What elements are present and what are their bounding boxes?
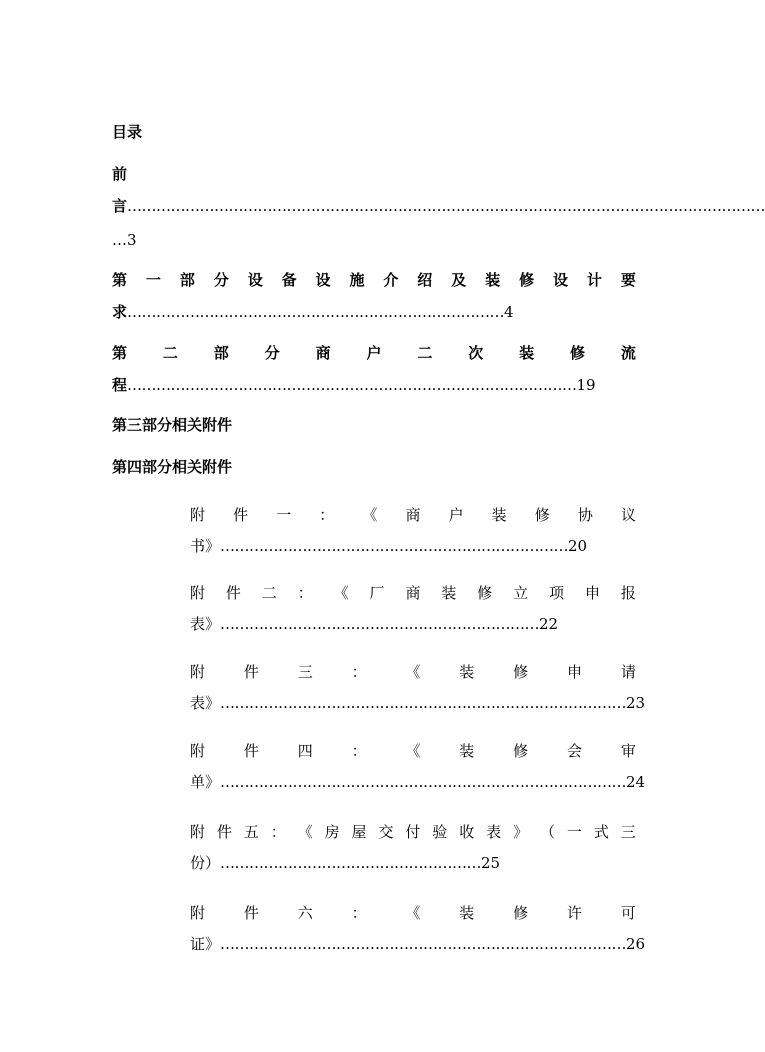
attachment3-title-char: 附: [190, 663, 206, 681]
part2-title-char: 装: [519, 344, 535, 362]
attachment6-title-char: 件: [243, 904, 259, 922]
part3-title[interactable]: 第三部分相关附件: [112, 416, 233, 434]
part2-title-char: 商: [315, 344, 331, 362]
attachment4-title-char: 四: [297, 742, 313, 760]
toc-entry-part2[interactable]: [112, 375, 596, 397]
attachment1-title-char: 附: [190, 506, 206, 524]
leader-dots: …………………………………………………………………………………: [127, 376, 577, 394]
attachment2-title-char: 修: [477, 584, 493, 602]
preface-page: …3: [112, 231, 137, 249]
attachment2-title-char: 报: [620, 584, 636, 602]
part4-title[interactable]: 第四部分相关附件: [112, 458, 233, 476]
attachment5-title-char: 收: [459, 823, 475, 841]
toc-entry-attachment2[interactable]: [190, 614, 558, 636]
part1-title-char: 分: [213, 271, 229, 289]
attachment3-title-char: 请: [620, 663, 636, 681]
part1-title[interactable]: [112, 270, 636, 292]
attachment5-title-char: （: [539, 823, 555, 841]
attachment6-title-char: 《: [405, 904, 421, 922]
attachment5-title-char: 《: [297, 823, 313, 841]
attachment4-title-char: 审: [620, 742, 636, 760]
toc-entry-preface[interactable]: [112, 196, 765, 218]
leader-dots: ………………………………………………………………: [220, 537, 569, 555]
attachment5-title-char: 交: [378, 823, 394, 841]
attachment1-title-char: 装: [491, 506, 507, 524]
part1-title-char: 部: [179, 271, 195, 289]
attachment2-title-char: 申: [584, 584, 600, 602]
part1-title-char: 一: [145, 271, 161, 289]
attachment6-title-char: 装: [459, 904, 475, 922]
attachment4-title-char: 《: [405, 742, 421, 760]
toc-entry-attachment1[interactable]: [190, 536, 587, 558]
part2-title-char: 修: [570, 344, 586, 362]
attachment4-title[interactable]: [190, 741, 636, 763]
attachment1-title-char: 户: [448, 506, 464, 524]
leader-dots: …………………………………………………………………………: [220, 935, 627, 953]
attachment6-title-char: 修: [513, 904, 529, 922]
part2-title[interactable]: [112, 343, 636, 365]
attachment5-title-char: 》: [513, 823, 529, 841]
part1-title-char: 第: [112, 271, 128, 289]
attachment1-title-char: 件: [233, 506, 249, 524]
attachment2-title-char: ：: [297, 584, 313, 602]
attachment5-title-char: 三: [620, 823, 636, 841]
attachment3-title-char: ：: [351, 663, 367, 681]
attachment5-title-char: 屋: [351, 823, 367, 841]
attachment2-title-char: 厂: [369, 584, 385, 602]
attachment5-title-char: 房: [324, 823, 340, 841]
attachment2-title-char: 项: [549, 584, 565, 602]
attachment5-title-char: 付: [405, 823, 421, 841]
part1-title-char: 及: [451, 271, 467, 289]
attachment2-title-char: 装: [441, 584, 457, 602]
part2-title-char: 第: [112, 344, 128, 362]
toc-entry-part1[interactable]: [112, 302, 514, 324]
attachment3-title[interactable]: [190, 662, 636, 684]
attachment5-title-char: 件: [216, 823, 232, 841]
toc-heading: 目录: [112, 123, 143, 141]
attachment3-title-char: 《: [405, 663, 421, 681]
toc-entry-attachment4[interactable]: [190, 772, 645, 794]
attachment6-title-char: ：: [351, 904, 367, 922]
attachment1-title-char: 协: [577, 506, 593, 524]
part1-title-char: 修: [519, 271, 535, 289]
leader-dots: ……………………………………………………………………: [127, 303, 505, 321]
attachment1-title-char: 议: [620, 506, 636, 524]
leader-dots: …………………………………………………………: [220, 615, 540, 633]
toc-entry-attachment5[interactable]: [190, 853, 500, 875]
attachment5-title-char: 表: [486, 823, 502, 841]
attachment2-page: 22: [539, 615, 559, 633]
attachment1-title[interactable]: [190, 505, 636, 527]
part1-title-char: 要: [620, 271, 636, 289]
attachment5-title-char: 一: [566, 823, 582, 841]
part2-title-char: 流: [620, 344, 636, 362]
attachment6-title-char: 可: [620, 904, 636, 922]
preface-title: 前: [112, 165, 128, 183]
part2-title-char: 次: [468, 344, 484, 362]
attachment4-title-char: 附: [190, 742, 206, 760]
attachment1-page: 20: [568, 537, 588, 555]
attachment4-cont: 单》: [190, 773, 221, 791]
attachment2-title-char: 立: [513, 584, 529, 602]
attachment2-cont: 表》: [190, 615, 221, 633]
part1-title-char: 介: [383, 271, 399, 289]
toc-entry-attachment3[interactable]: [190, 693, 645, 715]
part1-title-char: 绍: [417, 271, 433, 289]
preface-cont: 言: [112, 197, 128, 215]
toc-entry-attachment6[interactable]: [190, 934, 645, 956]
attachment6-title-char: 许: [567, 904, 583, 922]
part2-page: 19: [576, 376, 596, 394]
attachment2-title-char: 商: [405, 584, 421, 602]
attachment3-title-char: 修: [513, 663, 529, 681]
part1-title-char: 设: [315, 271, 331, 289]
part1-title-char: 设: [247, 271, 263, 289]
attachment1-cont: 书》: [190, 537, 221, 555]
attachment5-title[interactable]: [190, 822, 636, 844]
attachment5-cont: 份）: [190, 854, 221, 872]
attachment5-page: 25: [481, 854, 501, 872]
attachment5-title-char: 式: [593, 823, 609, 841]
attachment3-title-char: 装: [459, 663, 475, 681]
part2-title-char: 分: [264, 344, 280, 362]
attachment4-page: 24: [626, 773, 646, 791]
part1-title-char: 设: [552, 271, 568, 289]
part1-title-char: 计: [586, 271, 602, 289]
attachment6-title[interactable]: [190, 903, 636, 925]
attachment1-title-char: 修: [534, 506, 550, 524]
attachment6-page: 26: [626, 935, 646, 953]
part2-title-char: 户: [366, 344, 382, 362]
attachment3-cont: 表》: [190, 694, 221, 712]
attachment6-title-char: 六: [297, 904, 313, 922]
attachment5-title-char: 五: [243, 823, 259, 841]
attachment3-page: 23: [626, 694, 646, 712]
attachment2-title[interactable]: [190, 583, 636, 605]
attachment5-title-char: 验: [432, 823, 448, 841]
part2-title-char: 二: [162, 344, 178, 362]
attachment1-title-char: ：: [319, 506, 335, 524]
attachment2-title-char: 《: [333, 584, 349, 602]
attachment1-title-char: 《: [362, 506, 378, 524]
attachment3-title-char: 申: [567, 663, 583, 681]
part1-title-char: 备: [281, 271, 297, 289]
attachment2-title-char: 二: [261, 584, 277, 602]
attachment4-title-char: 件: [243, 742, 259, 760]
attachment5-title-char: ：: [270, 823, 286, 841]
part1-page: 4: [504, 303, 514, 321]
attachment4-title-char: 装: [459, 742, 475, 760]
leader-dots: ……………………………………………………………………………………………………………………: [127, 197, 765, 215]
attachment4-title-char: ：: [351, 742, 367, 760]
leader-dots: …………………………………………………………………………: [220, 773, 627, 791]
part2-title-char: 二: [417, 344, 433, 362]
attachment3-title-char: 件: [243, 663, 259, 681]
attachment4-title-char: 修: [513, 742, 529, 760]
attachment2-title-char: 件: [225, 584, 241, 602]
part2-cont: 程: [112, 376, 128, 394]
part2-title-char: 部: [213, 344, 229, 362]
attachment6-title-char: 附: [190, 904, 206, 922]
part1-cont: 求: [112, 303, 128, 321]
part1-title-char: 施: [349, 271, 365, 289]
leader-dots: …………………………………………………………………………: [220, 694, 627, 712]
attachment3-title-char: 三: [297, 663, 313, 681]
part1-title-char: 装: [485, 271, 501, 289]
attachment1-title-char: 商: [405, 506, 421, 524]
attachment5-title-char: 附: [190, 823, 206, 841]
leader-dots: ………………………………………………: [220, 854, 482, 872]
attachment1-title-char: 一: [276, 506, 292, 524]
attachment4-title-char: 会: [567, 742, 583, 760]
attachment6-cont: 证》: [190, 935, 221, 953]
attachment2-title-char: 附: [190, 584, 206, 602]
